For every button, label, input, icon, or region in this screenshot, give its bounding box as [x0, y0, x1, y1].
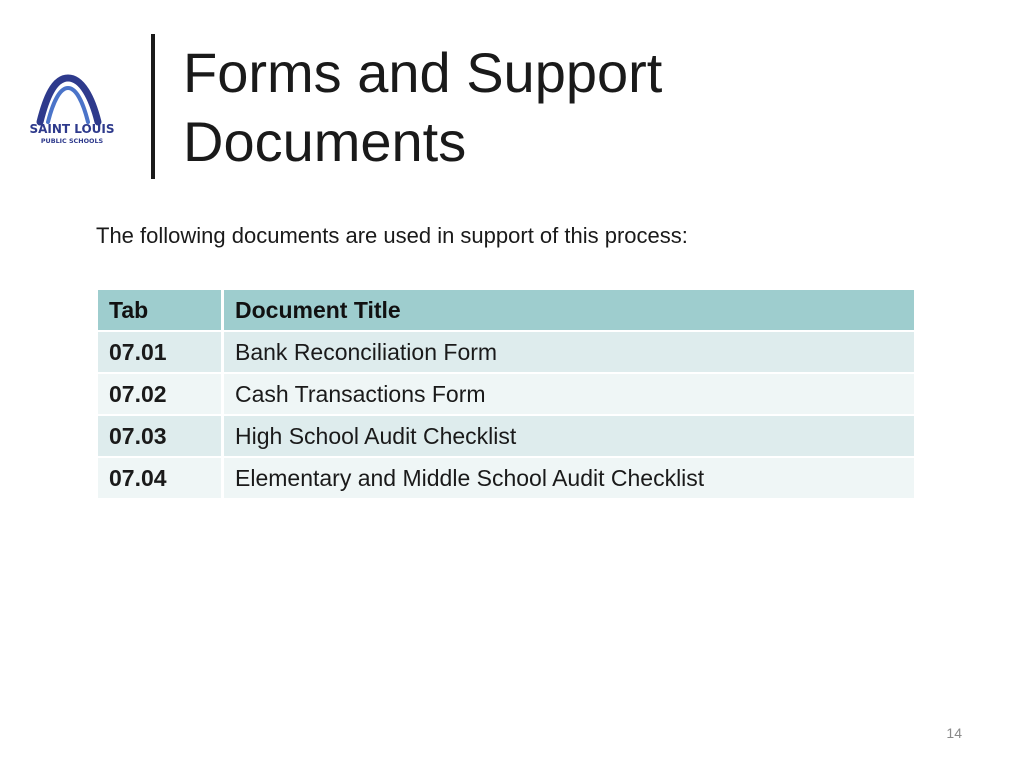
row-document-title: Cash Transactions Form: [223, 373, 915, 415]
title-divider: [151, 34, 155, 179]
row-tab: 07.02: [98, 373, 223, 415]
logo-line1: SAINT LOUIS: [29, 122, 115, 136]
logo-line2: PUBLIC SCHOOLS: [40, 137, 104, 145]
table-header-row: [98, 290, 914, 331]
intro-text: The following documents are used in support of this process:: [96, 223, 688, 248]
documents-table: [98, 290, 914, 498]
row-document-title: Bank Reconciliation Form: [223, 331, 915, 373]
row-tab: 07.04: [98, 457, 223, 498]
header-document-title: Document Title: [223, 290, 915, 331]
table-row: [98, 415, 914, 457]
page-number: 14: [946, 725, 962, 741]
page-title: [183, 38, 883, 176]
arch-logo-icon: [26, 70, 126, 150]
table-row: [98, 331, 914, 373]
row-document-title: Elementary and Middle School Audit Checklist: [223, 457, 915, 498]
page-title-line2: Documents: [183, 110, 467, 173]
header-tab: Tab: [98, 290, 223, 331]
row-tab: 07.01: [98, 331, 223, 373]
page-title-line1: Forms and Support: [183, 41, 663, 104]
table-row: [98, 457, 914, 498]
table-row: [98, 373, 914, 415]
saint-louis-public-schools-logo: [26, 70, 126, 150]
row-document-title: High School Audit Checklist: [223, 415, 915, 457]
row-tab: 07.03: [98, 415, 223, 457]
